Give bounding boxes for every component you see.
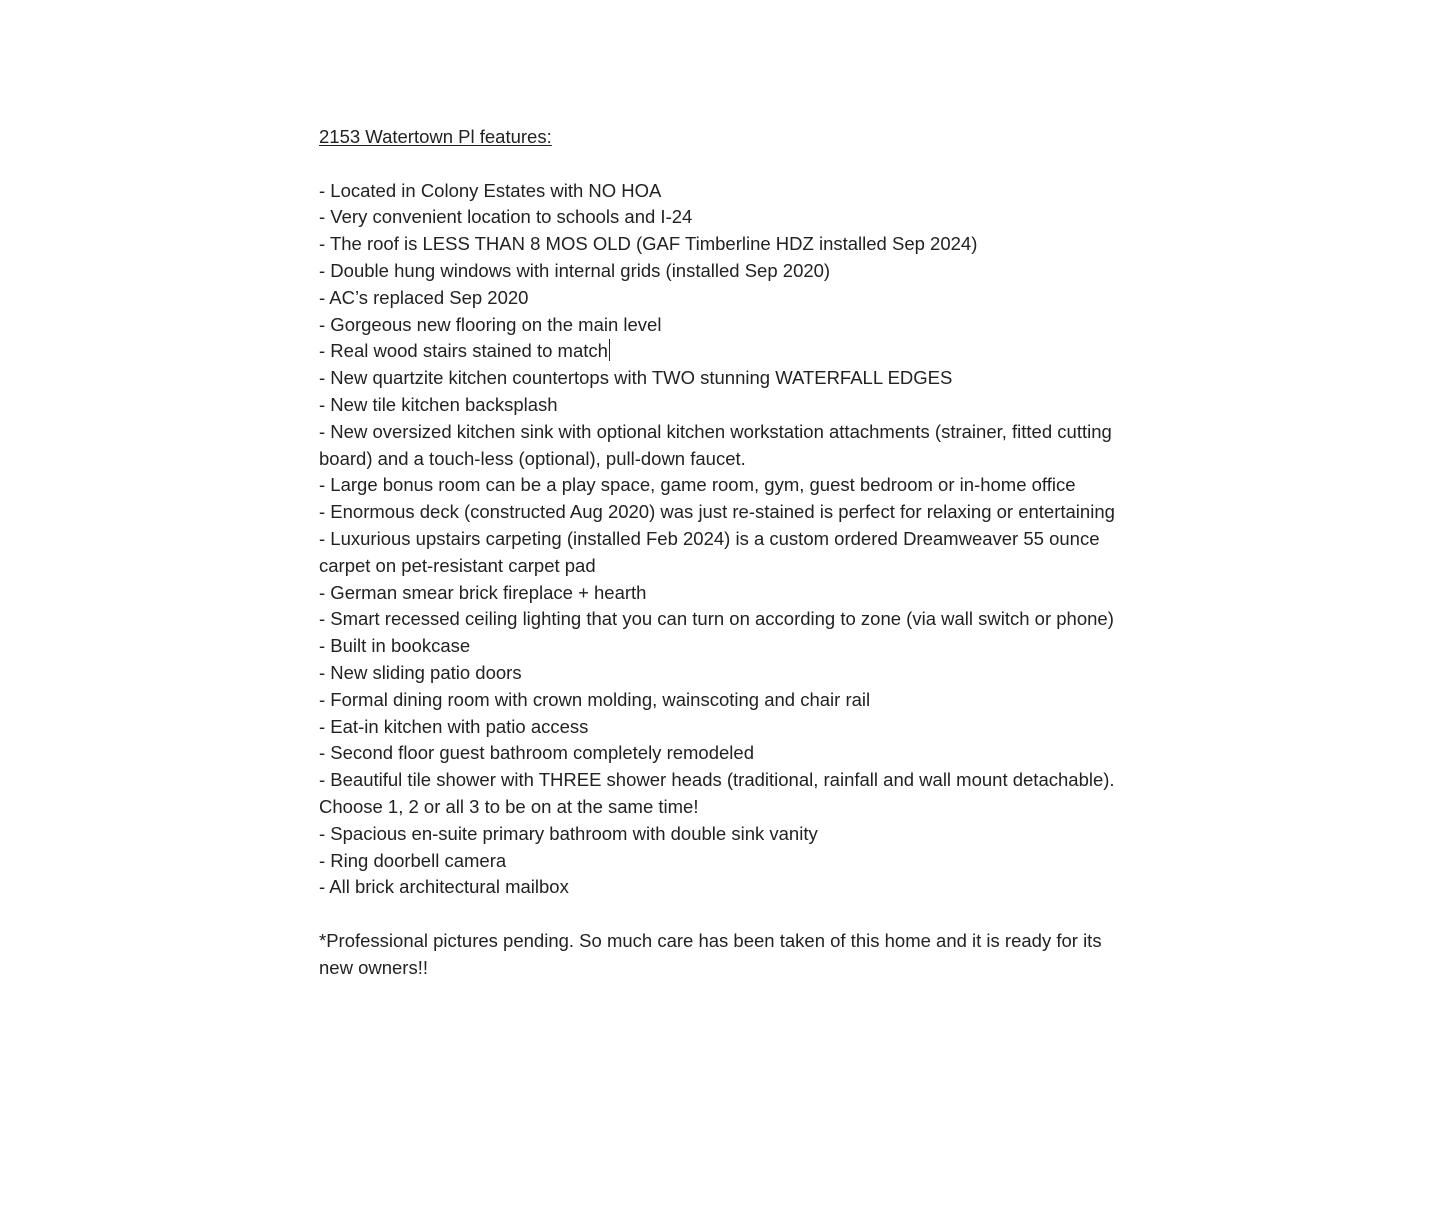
feature-item <box>319 740 1129 767</box>
feature-text: - Large bonus room can be a play space, game room, gym, guest bedroom or in-home office <box>319 474 1076 496</box>
feature-text: - New tile kitchen backsplash <box>319 393 558 415</box>
feature-item <box>319 285 1129 312</box>
feature-item <box>319 580 1129 607</box>
feature-text: - Ring doorbell camera <box>319 849 507 871</box>
feature-text: - New quartzite kitchen countertops with TWO stunning WATERFALL EDGES <box>319 367 953 389</box>
feature-text: - Real wood stairs stained to match <box>319 340 608 362</box>
feature-item <box>319 472 1129 499</box>
feature-item <box>319 526 1129 580</box>
feature-item <box>319 767 1129 821</box>
feature-item <box>319 821 1129 848</box>
feature-text: - Very convenient location to schools and I-24 <box>319 206 693 228</box>
feature-text: - Formal dining room with crown molding, wainscoting and chair rail <box>319 688 871 710</box>
feature-text: - New sliding patio doors <box>319 661 522 683</box>
feature-list <box>319 178 1129 902</box>
feature-text: - Double hung windows with internal grids (installed Sep 2020) <box>319 259 831 281</box>
feature-text: - Gorgeous new flooring on the main level <box>319 313 662 335</box>
feature-text: - Smart recessed ceiling lighting that you can turn on according to zone (via wall switch or phone) <box>319 608 1114 630</box>
feature-text: - Beautiful tile shower with THREE shower heads (traditional, rainfall and wall mount detachable). Choose 1, 2 or all 3 to be on at the same time! <box>319 769 1115 817</box>
feature-item <box>319 178 1129 205</box>
feature-item <box>319 365 1129 392</box>
feature-text: - Built in bookcase <box>319 635 471 657</box>
feature-text: - Second floor guest bathroom completely remodeled <box>319 742 754 764</box>
feature-item <box>319 874 1129 901</box>
feature-text: - German smear brick fireplace + hearth <box>319 581 647 603</box>
feature-item <box>319 606 1129 633</box>
document-body[interactable] <box>319 124 1129 982</box>
feature-text: - All brick architectural mailbox <box>319 876 569 898</box>
blank-line <box>319 901 1129 928</box>
feature-item <box>319 312 1129 339</box>
feature-text: - New oversized kitchen sink with optional kitchen workstation attachments (strainer, fitted cutting board) and a touch-less (optional), pull-down faucet. <box>319 420 1112 469</box>
feature-item <box>319 660 1129 687</box>
feature-item <box>319 392 1129 419</box>
feature-text: - Spacious en-suite primary bathroom with double sink vanity <box>319 822 818 844</box>
feature-item <box>319 338 1129 365</box>
feature-item <box>319 687 1129 714</box>
feature-text: - The roof is LESS THAN 8 MOS OLD (GAF Timberline HDZ installed Sep 2024) <box>319 233 978 255</box>
feature-text: - Luxurious upstairs carpeting (installed Feb 2024) is a custom ordered Dreamweaver 55 ounce carpet on pet-resistant carpet pad <box>319 527 1100 576</box>
feature-text: - Located in Colony Estates with NO HOA <box>319 179 662 201</box>
feature-item <box>319 848 1129 875</box>
feature-text: - AC’s replaced Sep 2020 <box>319 286 529 308</box>
feature-item <box>319 258 1129 285</box>
feature-text: - Eat-in kitchen with patio access <box>319 715 589 737</box>
blank-line <box>319 151 1129 178</box>
feature-item <box>319 633 1129 660</box>
text-cursor <box>609 339 611 361</box>
feature-item <box>319 499 1129 526</box>
document-title: 2153 Watertown Pl features: <box>319 126 552 147</box>
feature-item <box>319 419 1129 473</box>
feature-item <box>319 204 1129 231</box>
feature-item <box>319 714 1129 741</box>
feature-text: - Enormous deck (constructed Aug 2020) was just re-stained is perfect for relaxing or entertaining <box>319 501 1115 523</box>
footer-note: *Professional pictures pending. So much care has been taken of this home and it is ready for its new owners!! <box>319 929 1102 978</box>
feature-item <box>319 231 1129 258</box>
